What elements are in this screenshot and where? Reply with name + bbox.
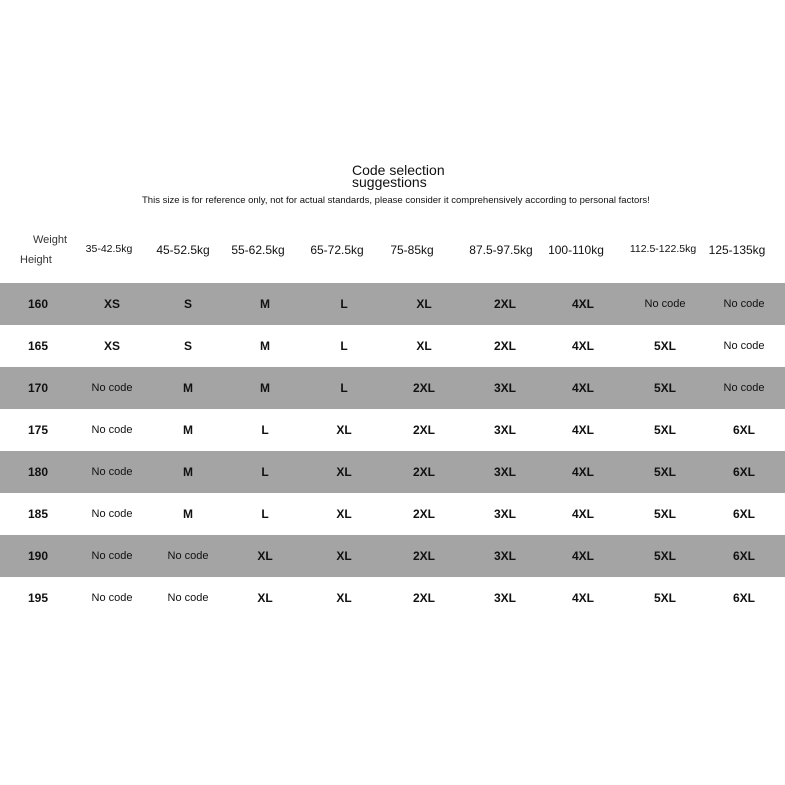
size-cell: L [340,339,348,353]
weight-header-cell: 125-135kg [708,243,766,257]
size-cell: No code [723,340,765,352]
height-cell: 175 [27,423,49,437]
size-cell: L [340,381,348,395]
size-cell: No code [723,382,765,394]
size-cell: XL [336,423,352,437]
size-cell: 3XL [493,381,516,395]
weight-axis-label: Weight [33,234,68,246]
size-cell: No code [91,466,133,478]
size-cell: 3XL [493,507,516,521]
size-cell: XS [103,339,120,353]
size-cell: 6XL [732,423,755,437]
size-cell: L [261,423,269,437]
table-row [0,451,785,493]
size-cell: XL [336,591,352,605]
weight-header-cell: 75-85kg [390,243,434,257]
size-cell: XL [416,339,432,353]
size-cell: M [183,465,193,479]
height-cell: 195 [27,591,49,605]
size-cell: 5XL [653,507,676,521]
size-cell: L [340,297,348,311]
size-cell: M [260,339,270,353]
size-cell: 3XL [493,549,516,563]
height-axis-label: Height [20,254,52,266]
size-cell: L [261,465,269,479]
size-cell: 6XL [732,549,755,563]
size-cell: XL [336,465,352,479]
table-row [0,493,785,535]
size-cell: 6XL [732,465,755,479]
size-cell: S [183,339,192,353]
height-cell: 180 [27,465,49,479]
size-cell: XS [103,297,120,311]
size-cell: 3XL [493,423,516,437]
size-cell: M [260,297,270,311]
size-cell: 5XL [653,381,676,395]
size-cell: XL [416,297,432,311]
table-row [0,577,785,619]
height-cell: 185 [27,507,49,521]
size-cell: 4XL [571,297,594,311]
size-cell: 6XL [732,507,755,521]
weight-header-cell: 35-42.5kg [85,243,133,255]
weight-header-cell: 65-72.5kg [310,243,364,257]
size-cell: 4XL [571,339,594,353]
height-cell: 190 [27,549,49,563]
size-cell: XL [336,507,352,521]
weight-header-cell: 100-110kg [548,243,604,257]
size-cell: 2XL [493,297,516,311]
size-cell: 3XL [493,465,516,479]
height-cell: 165 [27,339,49,353]
size-cell: 4XL [571,381,594,395]
size-cell: 2XL [412,591,435,605]
size-cell: XL [257,549,273,563]
size-cell: 4XL [571,549,594,563]
size-cell: 5XL [653,465,676,479]
height-cell: 170 [27,381,49,395]
size-cell: No code [91,382,133,394]
size-cell: XL [336,549,352,563]
size-cell: No code [723,298,765,310]
size-cell: M [183,423,193,437]
size-cell: 2XL [412,381,435,395]
weight-header-cell: 112.5-122.5kg [629,243,697,255]
weight-header-cell: 55-62.5kg [231,243,285,257]
size-cell: L [261,507,269,521]
size-cell: 3XL [493,591,516,605]
size-cell: 4XL [571,591,594,605]
size-cell: 5XL [653,339,676,353]
size-cell: No code [91,508,133,520]
weight-header-cell: 45-52.5kg [156,243,210,257]
size-cell: 5XL [653,591,676,605]
table-row [0,409,785,451]
size-cell: 5XL [653,423,676,437]
size-cell: 2XL [412,465,435,479]
size-cell: No code [91,424,133,436]
size-cell: No code [167,592,209,604]
size-cell: No code [167,550,209,562]
weight-header-cell: 87.5-97.5kg [469,243,533,257]
size-cell: 6XL [732,591,755,605]
size-cell: No code [644,298,686,310]
size-cell: 4XL [571,465,594,479]
size-cell: No code [91,550,133,562]
size-cell: M [183,507,193,521]
size-cell: 2XL [493,339,516,353]
disclaimer-note: This size is for reference only, not for actual standards, please consider it comprehensively according to personal factors! [142,195,650,206]
size-cell: 4XL [571,507,594,521]
size-cell: M [183,381,193,395]
size-cell: 5XL [653,549,676,563]
size-cell: M [260,381,270,395]
height-cell: 160 [27,297,49,311]
size-cell: S [183,297,192,311]
table-row [0,535,785,577]
size-cell: No code [91,592,133,604]
chart-title: Code selection suggestions [352,162,445,190]
table-row [0,367,785,409]
size-cell: 2XL [412,423,435,437]
table-row [0,283,785,325]
size-cell: 4XL [571,423,594,437]
size-cell: 2XL [412,549,435,563]
size-cell: 2XL [412,507,435,521]
size-cell: XL [257,591,273,605]
table-row [0,325,785,367]
